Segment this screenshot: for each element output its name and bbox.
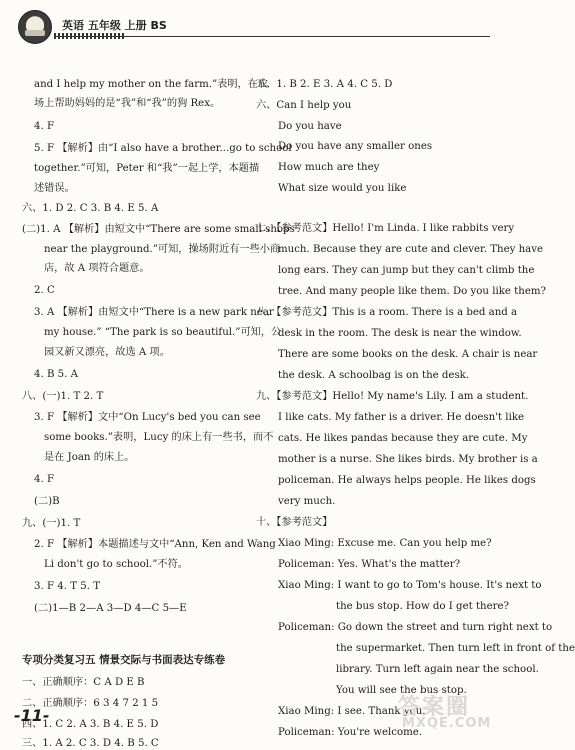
answer-line: Policeman: Yes. What's the matter?	[278, 559, 461, 570]
section-title: 专项分类复习五 情景交际与书面表达专练卷	[22, 654, 226, 666]
answer-line: 十、【参考范文】	[256, 517, 333, 528]
answer-line: 二、正确顺序：6 3 4 7 2 1 5	[22, 698, 159, 709]
answer-line: Xiao Ming: Excuse me. Can you help me?	[278, 538, 492, 549]
answer-line: 店，故 A 项符合题意。	[44, 263, 150, 274]
answer-line: 九、(一)1. T	[22, 518, 81, 529]
answer-line: 2. F 【解析】本题描述与文中“Ann, Ken and Wang	[34, 539, 276, 550]
answer-line: the desk. A schoolbag is on the desk.	[278, 370, 470, 381]
answer-line: together.”可知，Peter 和“我”一起上学，本题描	[34, 163, 260, 174]
answer-line: 四、1. C 2. A 3. B 4. E 5. D	[22, 719, 159, 730]
answer-line: library. Turn left again near the school.	[336, 664, 539, 675]
answer-line: the bus stop. How do I get there?	[336, 601, 509, 612]
answer-line: some books.”表明，Lucy 的床上有一些书，而不	[44, 432, 274, 443]
answer-line: 是在 Joan 的床上。	[44, 452, 135, 463]
answer-line: Xiao Ming: I see. Thank you.	[278, 706, 426, 717]
answer-line: 三、1. A 2. C 3. D 4. B 5. C	[22, 738, 159, 749]
answer-line: There are some books on the desk. A chair is near	[278, 349, 538, 360]
answer-line: long ears. They can jump but they can't climb the	[278, 265, 535, 276]
answer-line: Do you have any smaller ones	[278, 141, 433, 152]
page-number: -11-	[14, 706, 50, 725]
answer-line: (二)1. A 【解析】由短文中“There are some small shops	[22, 224, 295, 235]
header-title: 英语 五年级 上册 BS	[62, 19, 167, 32]
answer-line: (二)1—B 2—A 3—D 4—C 5—E	[34, 603, 187, 614]
answer-line: near the playground.”可知，操场附近有一些小商	[44, 244, 281, 255]
answer-line: I like cats. My father is a driver. He doesn't like	[278, 412, 525, 423]
answer-line: 3. F 4. T 5. T	[34, 581, 101, 592]
answer-line: the supermarket. Then turn left in front of the	[336, 643, 575, 654]
answer-line: Li don't go to school.”不符。	[44, 559, 188, 570]
header-rule	[54, 36, 490, 37]
answer-line: How much are they	[278, 162, 380, 173]
answer-line: 九、【参考范文】Hello! My name's Lily. I am a student.	[256, 391, 529, 402]
answer-line: my house.” “The park is so beautiful.”可知，公	[44, 327, 282, 338]
answer-line: 述错误。	[34, 183, 75, 194]
answer-line: 4. B 5. A	[34, 369, 78, 380]
watermark-url: MXQE.COM	[402, 716, 492, 731]
watermark	[388, 690, 496, 734]
answer-line: 六、Can I help you	[256, 100, 352, 111]
answer-line: You will see the bus stop.	[336, 685, 467, 696]
answer-line: 七、【参考范文】Hello! I'm Linda. I like rabbits very	[256, 223, 515, 234]
page-header	[10, 6, 490, 46]
answer-line: Policeman: You're welcome.	[278, 727, 423, 738]
answer-line: cats. He likes pandas because they are cute. My	[278, 433, 528, 444]
answer-line: 五、1. B 2. E 3. A 4. C 5. D	[256, 79, 393, 90]
publisher-logo-icon	[18, 10, 52, 44]
answer-line: policeman. He always helps people. He likes dogs	[278, 475, 536, 486]
answer-line: 3. A 【解析】由短文中“There is a new park near	[34, 307, 274, 318]
answer-line: 2. C	[34, 285, 55, 296]
watermark-text: 答案圈	[398, 695, 471, 720]
answer-line: Xiao Ming: I want to go to Tom's house. It's next to	[278, 580, 542, 591]
answer-line: 八、(一)1. T 2. T	[22, 391, 104, 402]
answer-line: Policeman: Go down the street and turn right next to	[278, 622, 553, 633]
answer-line: 5. F 【解析】由“I also have a brother...go to school	[34, 143, 292, 154]
answer-line: mother is a nurse. She likes birds. My brother is a	[278, 454, 538, 465]
answer-line: 园又新又漂亮，故选 A 项。	[44, 347, 170, 358]
answer-line: 一、正确顺序：C A D E B	[22, 677, 145, 688]
answer-line: desk in the room. The desk is near the window.	[278, 328, 522, 339]
answer-line: What size would you like	[278, 183, 407, 194]
answer-line: tree. And many people like them. Do you like them?	[278, 286, 546, 297]
answer-line: (二)B	[34, 496, 60, 507]
answer-line: and I help my mother on the farm.”表明，在农	[34, 79, 269, 90]
answer-line: 4. F	[34, 121, 55, 132]
answer-line: very much.	[278, 496, 336, 507]
answer-line: 六、1. D 2. C 3. B 4. E 5. A	[22, 203, 159, 214]
answer-line: Do you have	[278, 121, 342, 132]
answer-line: 八、【参考范文】This is a room. There is a bed and a	[256, 307, 518, 318]
answer-line: 场上帮助妈妈的是“我”和“我”的狗 Rex。	[34, 98, 221, 109]
answer-line: 4. F	[34, 474, 55, 485]
answer-line: 3. F 【解析】文中“On Lucy's bed you can see	[34, 412, 261, 423]
answer-line: much. Because they are cute and clever. They have	[278, 244, 544, 255]
